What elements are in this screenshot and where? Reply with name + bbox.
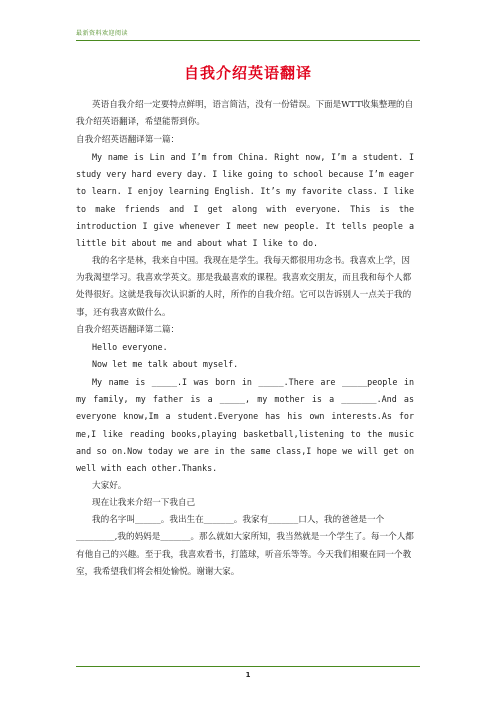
document-title: 自我介绍英语翻译 (183, 64, 312, 82)
section2-english-line: Now let me talk about myself. (92, 359, 239, 370)
section2-chinese-line: 现在让我来介绍一下我自己 (92, 497, 196, 508)
header-divider (76, 40, 420, 41)
page-number: 1 (245, 671, 251, 679)
section2-english-greeting: Hello everyone. (92, 342, 168, 353)
footer-divider (76, 666, 420, 667)
document-body (76, 97, 414, 581)
intro-paragraph: 英语自我介绍一定要特点鲜明，语言简洁，没有一份错误。下面是WTT收集整理的自我介绍英语翻译，希望能帮到你。 (76, 100, 414, 128)
section1-heading: 自我介绍英语翻译第一篇： (76, 134, 180, 145)
section2-chinese-greeting: 大家好。 (92, 480, 127, 491)
section1-chinese-paragraph: 我的名字是林，我来自中国。我现在是学生。我每天都很用功念书。我喜欢上学，因为我渴望学习。我喜欢学英文。那是我最喜欢的课程。我喜欢交朋友，而且我和每个人都处得很好。这就是我每次认识新的人时，所作的自我介绍。它可以告诉别人一点关于我的事，还有我喜欢做什么。 (76, 255, 412, 318)
section1-english-paragraph: My name is Lin and I’m from China. Right now, I’m a student. I study very hard every day. I like going to school because I’m eager to learn. I enjoy learning English. It’s my favorite class. I like to make friends and I get along with everyone. This is the introduction I give whenever I meet new people. It tells people a little bit about me and about what I like to do. (76, 151, 414, 249)
section2-english-paragraph: My name is _____.I was born in _____.There are _____people in my family, my father is a _____, my mother is a _______.And as everyone know,Im a student.Everyone has his own interests.As for me,I like reading books,playing basketball,listening to the music and so on.Now today we are in the same class,I hope we will get on well with each other.Thanks. (76, 376, 414, 474)
header-text: 最新资料欢迎阅读 (76, 30, 129, 37)
section2-heading: 自我介绍英语翻译第二篇： (76, 324, 180, 335)
section2-chinese-paragraph: 我的名字叫______。我出生在_______。我家有_______口人，我的爸爸是一个_________,我的妈妈是_______。那么就如大家所知，我当然就是一个学生了。每一个人都有他自己的兴趣。至于我，我喜欢看书，打篮球，听音乐等等。今天我们相聚在同一个教室，我希望我们将会相处愉悦。谢谢大家。 (76, 515, 414, 578)
